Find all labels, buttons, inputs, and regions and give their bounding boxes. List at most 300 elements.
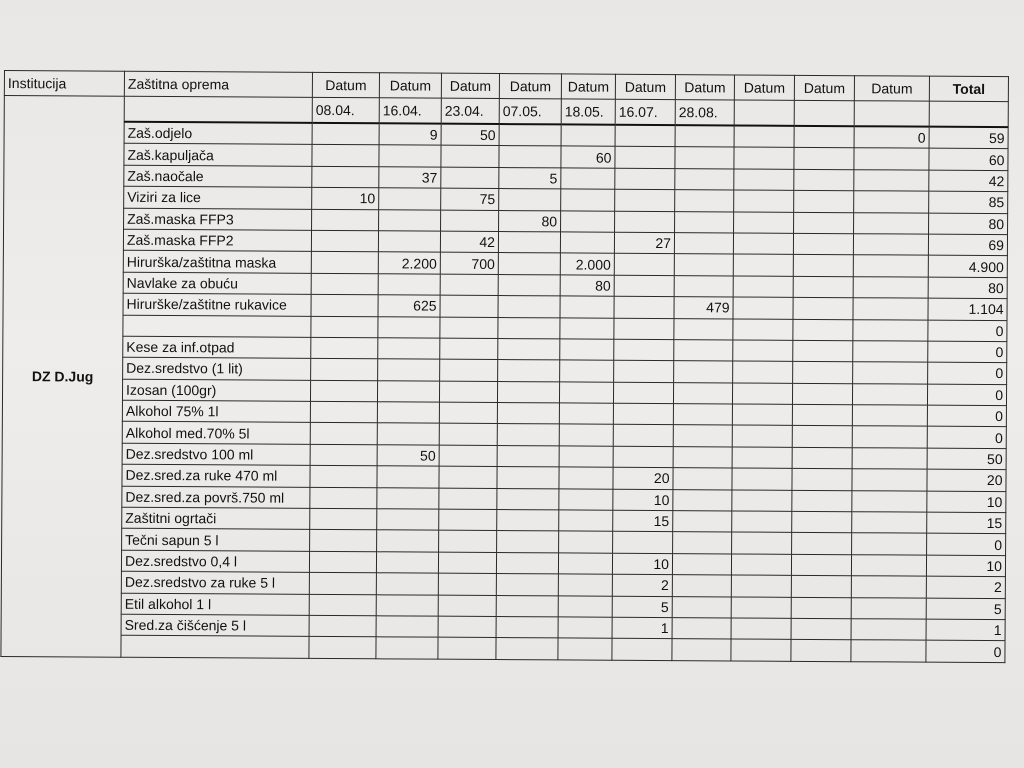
date-value: 28.08. <box>675 100 734 126</box>
quantity-cell <box>732 468 792 490</box>
quantity-cell <box>377 380 439 402</box>
quantity-cell <box>733 254 793 276</box>
quantity-cell <box>379 209 441 231</box>
item-name-cell: Dez.sredstvo (1 lit) <box>123 358 311 381</box>
total-cell: 60 <box>929 149 1008 171</box>
quantity-cell <box>672 596 731 618</box>
quantity-cell <box>613 403 673 425</box>
quantity-cell <box>615 125 675 147</box>
total-cell: 20 <box>927 469 1006 491</box>
quantity-cell <box>792 469 852 491</box>
quantity-cell <box>733 233 793 255</box>
quantity-cell <box>560 296 614 318</box>
quantity-cell <box>439 531 497 553</box>
quantity-cell <box>310 423 377 445</box>
quantity-cell <box>311 316 378 338</box>
quantity-cell <box>378 274 440 296</box>
quantity-cell <box>310 487 377 509</box>
quantity-cell <box>497 445 559 467</box>
quantity-cell <box>439 424 497 446</box>
quantity-cell <box>310 401 377 423</box>
quantity-cell <box>309 551 376 573</box>
quantity-cell: 42 <box>440 231 498 253</box>
quantity-cell <box>498 274 560 296</box>
quantity-cell <box>499 146 561 168</box>
total-cell: 0 <box>927 405 1006 427</box>
quantity-cell <box>498 296 560 318</box>
quantity-cell <box>733 361 793 383</box>
item-name-cell <box>121 636 309 659</box>
total-cell: 0 <box>928 362 1007 384</box>
quantity-cell <box>673 468 732 490</box>
quantity-cell <box>853 319 928 341</box>
quantity-cell: 2.200 <box>378 252 440 274</box>
total-cell: 42 <box>929 170 1008 192</box>
quantity-cell <box>312 123 379 145</box>
quantity-cell <box>852 405 927 427</box>
item-name-cell: Dez.sred.za ruke 470 ml <box>122 464 310 487</box>
quantity-cell <box>792 511 852 533</box>
quantity-cell <box>851 597 926 619</box>
quantity-cell <box>499 124 561 146</box>
total-header: Total <box>929 76 1008 101</box>
total-cell: 69 <box>928 234 1007 256</box>
quantity-cell <box>376 552 438 574</box>
quantity-cell <box>792 490 852 512</box>
date-header: Datum <box>734 75 794 100</box>
quantity-cell <box>674 275 733 297</box>
quantity-cell <box>613 446 673 468</box>
institution-header: Institucija <box>4 71 124 97</box>
quantity-cell <box>673 382 732 404</box>
quantity-cell <box>496 617 558 639</box>
quantity-cell: 5 <box>612 596 672 618</box>
date-value <box>794 100 854 126</box>
total-cell: 50 <box>927 448 1006 470</box>
quantity-cell <box>441 167 499 189</box>
quantity-cell <box>732 532 792 554</box>
quantity-cell <box>672 639 731 661</box>
quantity-cell <box>792 426 852 448</box>
quantity-cell <box>613 425 673 447</box>
quantity-cell <box>794 212 854 234</box>
quantity-cell <box>440 317 498 339</box>
date-header: Datum <box>379 73 441 98</box>
quantity-cell <box>438 595 496 617</box>
quantity-cell <box>852 512 927 534</box>
quantity-cell <box>498 317 560 339</box>
quantity-cell: 5 <box>499 167 561 189</box>
quantity-cell <box>675 147 734 169</box>
quantity-cell <box>560 339 614 361</box>
table-body <box>1 71 1009 663</box>
quantity-cell <box>674 233 733 255</box>
item-name-cell: Dez.sredstvo za ruke 5 l <box>121 571 309 594</box>
quantity-cell <box>731 575 791 597</box>
quantity-cell <box>496 638 558 660</box>
quantity-cell <box>853 341 928 363</box>
total-cell: 59 <box>929 127 1008 149</box>
date-header: Datum <box>312 72 379 97</box>
item-name-cell: Alkohol 75% 1l <box>122 400 310 423</box>
quantity-cell: 20 <box>613 467 673 489</box>
quantity-cell <box>674 340 733 362</box>
equipment-table <box>0 70 1009 663</box>
quantity-cell <box>851 640 926 662</box>
quantity-cell <box>732 383 792 405</box>
quantity-cell <box>791 618 851 640</box>
quantity-cell: 15 <box>613 510 673 532</box>
quantity-cell <box>734 169 794 191</box>
item-name-cell: Dez.sredstvo 0,4 l <box>121 550 309 573</box>
quantity-cell <box>498 338 560 360</box>
quantity-cell <box>791 597 851 619</box>
quantity-cell <box>310 466 377 488</box>
date-value <box>854 101 929 127</box>
quantity-cell <box>441 210 499 232</box>
quantity-cell <box>793 362 853 384</box>
quantity-cell <box>852 426 927 448</box>
quantity-cell: 37 <box>379 167 441 189</box>
quantity-cell <box>559 510 613 532</box>
quantity-cell <box>309 594 376 616</box>
quantity-cell <box>732 404 792 426</box>
quantity-cell <box>496 595 558 617</box>
quantity-cell <box>378 231 440 253</box>
quantity-cell <box>497 381 559 403</box>
quantity-cell <box>732 425 792 447</box>
quantity-cell <box>615 168 675 190</box>
quantity-cell <box>378 359 440 381</box>
quantity-cell <box>792 533 852 555</box>
quantity-cell <box>673 532 732 554</box>
quantity-cell <box>311 273 378 295</box>
quantity-cell <box>733 297 793 319</box>
item-name-cell: Navlake za obuću <box>123 272 311 295</box>
item-name-cell: Etil alkohol 1 l <box>121 593 309 616</box>
quantity-cell <box>793 340 853 362</box>
quantity-cell: 479 <box>674 297 733 319</box>
quantity-cell <box>854 212 929 234</box>
quantity-cell <box>441 146 499 168</box>
quantity-cell <box>438 552 496 574</box>
quantity-cell <box>559 403 613 425</box>
quantity-cell <box>311 359 378 381</box>
total-cell: 2 <box>926 576 1005 598</box>
quantity-cell <box>376 616 438 638</box>
total-cell: 1.104 <box>928 298 1007 320</box>
quantity-cell: 80 <box>560 275 614 297</box>
item-name-cell: Zaš.naočale <box>124 165 312 188</box>
quantity-cell <box>560 360 614 382</box>
quantity-cell <box>560 232 614 254</box>
total-cell: 0 <box>927 534 1006 556</box>
quantity-cell <box>559 446 613 468</box>
item-name-cell: Hirurška/zaštitna maska <box>123 251 311 274</box>
quantity-cell <box>793 297 853 319</box>
quantity-cell <box>675 190 734 212</box>
date-value: 16.07. <box>615 99 675 125</box>
date-value: 16.04. <box>379 98 441 124</box>
quantity-cell <box>377 423 439 445</box>
quantity-cell <box>852 448 927 470</box>
date-header: Datum <box>499 74 561 99</box>
quantity-cell <box>497 510 559 532</box>
quantity-cell <box>558 574 612 596</box>
quantity-cell <box>733 276 793 298</box>
quantity-cell: 10 <box>312 188 379 210</box>
quantity-cell <box>559 489 613 511</box>
quantity-cell <box>673 511 732 533</box>
date-value: 08.04. <box>312 97 379 123</box>
quantity-cell <box>731 618 791 640</box>
quantity-cell <box>377 530 439 552</box>
quantity-cell <box>853 276 928 298</box>
quantity-cell <box>439 509 497 531</box>
quantity-cell <box>499 189 561 211</box>
quantity-cell <box>497 403 559 425</box>
quantity-cell <box>497 531 559 553</box>
total-cell: 0 <box>928 320 1007 342</box>
quantity-cell <box>672 618 731 640</box>
quantity-cell <box>731 597 791 619</box>
quantity-cell: 2.000 <box>560 253 614 275</box>
quantity-cell <box>672 553 731 575</box>
total-cell: 0 <box>927 427 1006 449</box>
quantity-cell <box>854 191 929 213</box>
quantity-cell: 625 <box>378 295 440 317</box>
quantity-cell <box>675 211 734 233</box>
quantity-cell <box>311 252 378 274</box>
quantity-cell: 50 <box>377 445 439 467</box>
quantity-cell <box>733 340 793 362</box>
item-name-cell: Dez.sredstvo 100 ml <box>122 443 310 466</box>
quantity-cell <box>559 382 613 404</box>
quantity-cell <box>438 638 496 660</box>
quantity-cell <box>439 466 497 488</box>
quantity-cell <box>732 511 792 533</box>
quantity-cell <box>791 576 851 598</box>
date-header: Datum <box>615 74 675 99</box>
institution-cell: DZ D.Jug <box>1 96 124 657</box>
quantity-cell <box>792 447 852 469</box>
quantity-cell <box>615 189 675 211</box>
quantity-cell <box>439 488 497 510</box>
quantity-cell <box>496 552 558 574</box>
quantity-cell <box>731 639 791 661</box>
quantity-cell <box>312 145 379 167</box>
quantity-cell <box>377 487 439 509</box>
quantity-cell <box>377 466 439 488</box>
quantity-cell <box>309 615 376 637</box>
quantity-cell: 10 <box>612 553 672 575</box>
quantity-cell <box>794 126 854 148</box>
quantity-cell <box>734 212 794 234</box>
quantity-cell <box>440 274 498 296</box>
total-cell: 10 <box>927 491 1006 513</box>
quantity-cell <box>558 595 612 617</box>
quantity-cell <box>439 402 497 424</box>
item-name-cell: Zaš.odjelo <box>124 122 312 145</box>
quantity-cell <box>675 125 734 147</box>
item-name-cell: Alkohol med.70% 5l <box>122 422 310 445</box>
quantity-cell: 1 <box>612 617 672 639</box>
item-name-cell: Zaš.maska FFP3 <box>124 208 312 231</box>
quantity-cell <box>378 338 440 360</box>
total-cell: 0 <box>926 641 1005 663</box>
total-cell: 10 <box>926 555 1005 577</box>
quantity-cell <box>376 594 438 616</box>
date-header: Datum <box>675 75 734 100</box>
quantity-cell <box>377 509 439 531</box>
quantity-cell <box>852 469 927 491</box>
quantity-cell <box>378 316 440 338</box>
quantity-cell <box>674 318 733 340</box>
date-value: 23.04. <box>441 98 499 124</box>
quantity-cell <box>792 383 852 405</box>
quantity-cell <box>561 189 615 211</box>
item-name-cell: Zaš.kapuljača <box>124 144 312 167</box>
quantity-cell <box>852 533 927 555</box>
item-name-cell: Dez.sred.za površ.750 ml <box>122 486 310 509</box>
item-name-cell: Izosan (100gr) <box>122 379 310 402</box>
quantity-cell <box>497 424 559 446</box>
quantity-cell <box>851 576 926 598</box>
quantity-cell <box>498 253 560 275</box>
quantity-cell <box>614 275 674 297</box>
quantity-cell <box>440 338 498 360</box>
quantity-cell: 50 <box>441 124 499 146</box>
quantity-cell <box>734 147 794 169</box>
total-cell: 5 <box>926 598 1005 620</box>
quantity-cell <box>561 168 615 190</box>
quantity-cell <box>558 617 612 639</box>
quantity-cell <box>614 254 674 276</box>
date-value: 07.05. <box>499 99 561 125</box>
quantity-cell <box>561 210 615 232</box>
quantity-cell <box>792 404 852 426</box>
quantity-cell <box>558 638 612 660</box>
total-header-blank <box>929 101 1008 127</box>
quantity-cell <box>615 211 675 233</box>
quantity-cell <box>309 637 376 659</box>
quantity-cell <box>561 124 615 146</box>
quantity-cell <box>559 424 613 446</box>
quantity-cell <box>379 145 441 167</box>
total-cell: 0 <box>927 384 1006 406</box>
item-name-cell: Hirurške/zaštitne rukavice <box>123 293 311 316</box>
item-name-cell: Viziri za lice <box>124 186 312 209</box>
quantity-cell <box>311 295 378 317</box>
quantity-cell <box>310 530 377 552</box>
date-header: Datum <box>854 76 929 101</box>
quantity-cell <box>612 639 672 661</box>
date-header: Datum <box>794 75 854 100</box>
quantity-cell: 27 <box>614 232 674 254</box>
quantity-cell <box>310 508 377 530</box>
quantity-cell <box>498 231 560 253</box>
quantity-cell <box>673 404 732 426</box>
quantity-cell <box>614 339 674 361</box>
quantity-cell <box>614 296 674 318</box>
quantity-cell: 2 <box>612 574 672 596</box>
quantity-cell <box>311 230 378 252</box>
quantity-cell <box>733 318 793 340</box>
quantity-cell <box>673 446 732 468</box>
quantity-cell: 60 <box>561 146 615 168</box>
quantity-cell <box>614 318 674 340</box>
item-name-cell: Zaštitni ogrtači <box>122 507 310 530</box>
quantity-cell <box>615 147 675 169</box>
quantity-cell <box>309 573 376 595</box>
quantity-cell <box>312 166 379 188</box>
quantity-cell <box>497 467 559 489</box>
quantity-cell <box>559 531 613 553</box>
quantity-cell <box>379 188 441 210</box>
total-cell: 85 <box>929 191 1008 213</box>
quantity-cell <box>675 168 734 190</box>
quantity-cell <box>852 383 927 405</box>
quantity-cell <box>853 234 928 256</box>
quantity-cell <box>674 254 733 276</box>
quantity-cell <box>672 575 731 597</box>
quantity-cell <box>439 445 497 467</box>
quantity-cell <box>853 255 928 277</box>
quantity-cell <box>440 295 498 317</box>
quantity-cell <box>438 573 496 595</box>
quantity-cell <box>376 637 438 659</box>
quantity-cell: 75 <box>441 188 499 210</box>
quantity-cell <box>613 382 673 404</box>
quantity-cell <box>791 640 851 662</box>
total-cell: 0 <box>928 341 1007 363</box>
equipment-header: Zaštitna oprema <box>124 71 312 97</box>
date-header: Datum <box>441 73 499 98</box>
total-cell: 4.900 <box>928 255 1007 277</box>
quantity-cell: 10 <box>613 489 673 511</box>
quantity-cell <box>793 255 853 277</box>
quantity-cell <box>614 361 674 383</box>
item-name-cell: Kese za inf.otpad <box>123 336 311 359</box>
quantity-cell <box>852 490 927 512</box>
quantity-cell <box>498 360 560 382</box>
quantity-cell <box>560 317 614 339</box>
quantity-cell <box>794 190 854 212</box>
quantity-cell <box>732 447 792 469</box>
total-cell: 80 <box>929 213 1008 235</box>
quantity-cell <box>558 553 612 575</box>
quantity-cell <box>732 490 792 512</box>
quantity-cell <box>496 574 558 596</box>
quantity-cell <box>673 425 732 447</box>
quantity-cell <box>854 148 929 170</box>
quantity-cell <box>376 573 438 595</box>
quantity-cell <box>440 359 498 381</box>
date-value: 18.05. <box>561 99 615 125</box>
quantity-cell: 700 <box>440 253 498 275</box>
quantity-cell <box>853 298 928 320</box>
quantity-cell <box>438 616 496 638</box>
quantity-cell <box>794 148 854 170</box>
quantity-cell <box>793 319 853 341</box>
item-name-cell: Zaš.maska FFP2 <box>123 229 311 252</box>
quantity-cell <box>310 380 377 402</box>
quantity-cell <box>853 362 928 384</box>
quantity-cell <box>312 209 379 231</box>
quantity-cell <box>674 361 733 383</box>
quantity-cell <box>794 169 854 191</box>
quantity-cell <box>734 125 794 147</box>
